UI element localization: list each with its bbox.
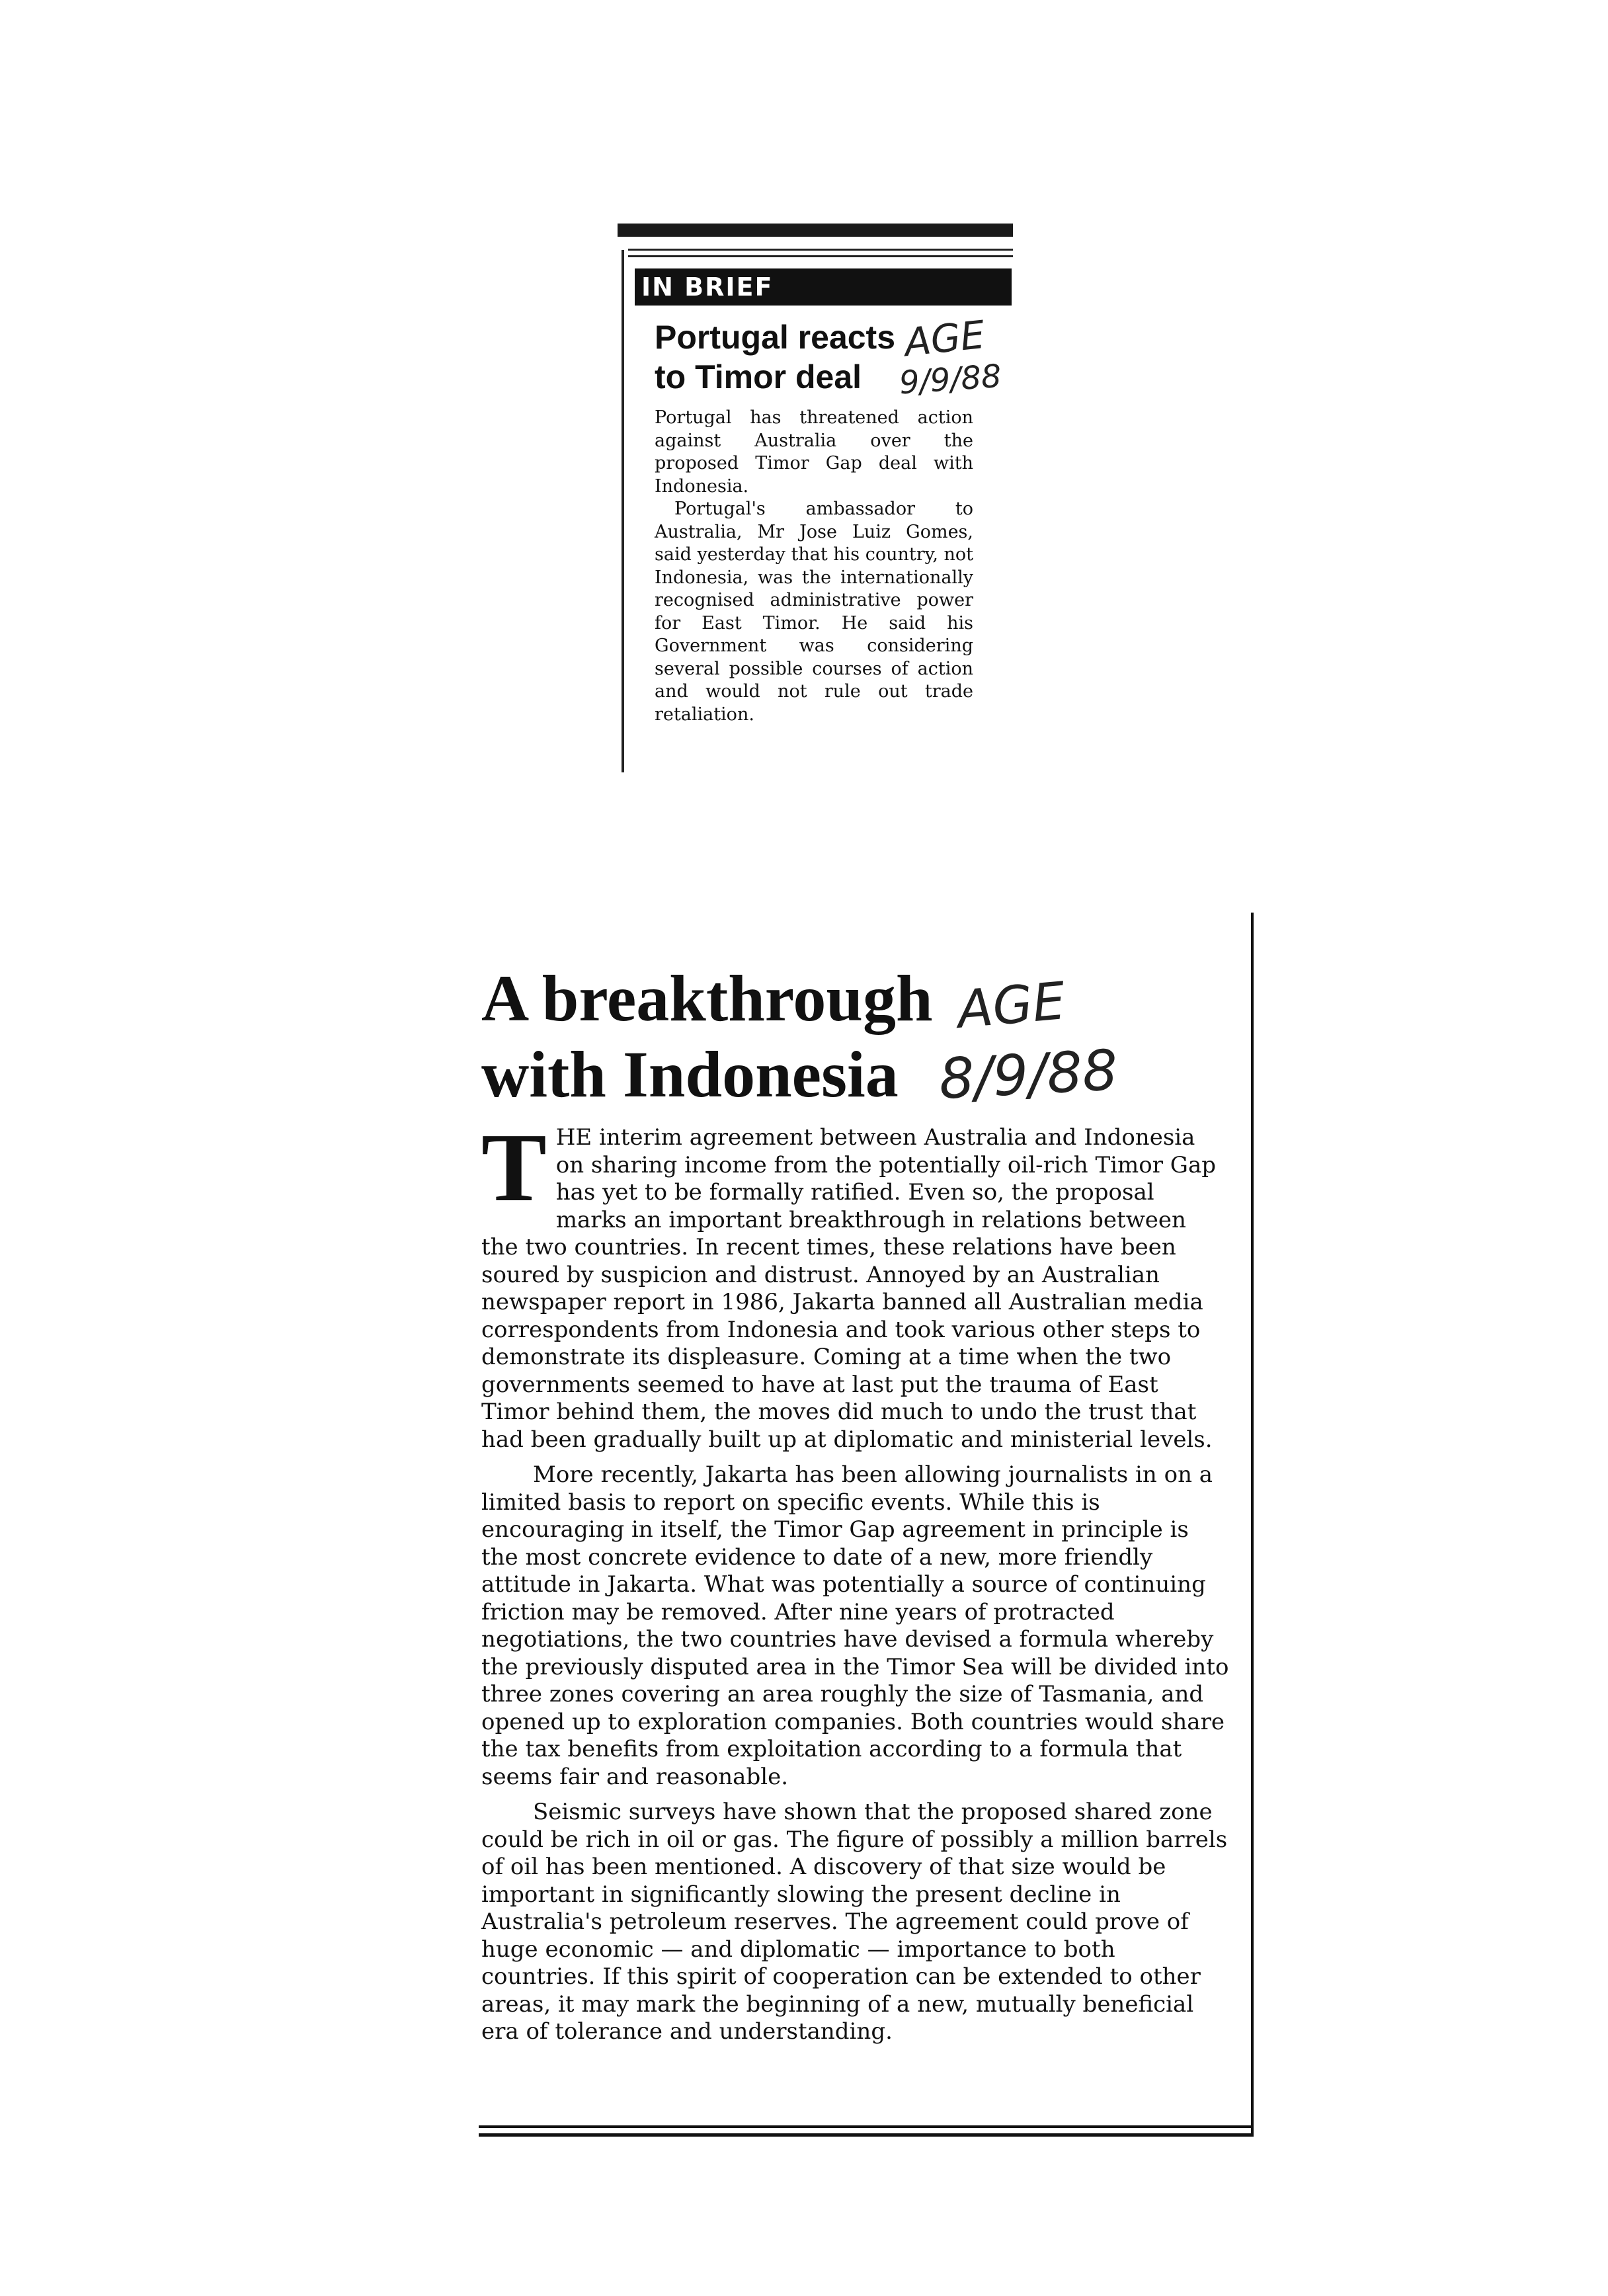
- editorial-paragraph: [481, 1114, 1230, 1454]
- editorial-paragraph: Seismic surveys have shown that the proposed shared zone could be rich in oil or gas. The figure of possibly a million barrels of oil has been mentioned. A discovery of that size would be important in significantly slowing the present decline in Australia's petroleum reserves. The agreement could prove of huge economic — and diplomatic — importance to both countries. If this spirit of cooperation can be extended to other areas, it may mark the beginning of a new, mutually beneficial era of tolerance and understanding.: [481, 1799, 1228, 2045]
- editorial-body: [481, 1114, 1230, 2046]
- in-brief-banner: IN BRIEF: [635, 268, 1012, 306]
- handwritten-date-note: 8/9/88: [937, 1037, 1119, 1112]
- bottom-rule: [479, 2125, 1254, 2128]
- brief-headline-line2: to Timor deal: [655, 358, 862, 395]
- handwritten-source-note: AGE: [955, 971, 1068, 1040]
- brief-paragraph: Portugal has threatened action against Australia over the proposed Timor Gap deal with Indonesia.: [655, 407, 973, 497]
- in-brief-clipping: [615, 218, 1018, 774]
- drop-cap: T: [481, 1114, 547, 1222]
- thin-rule: [628, 249, 1013, 251]
- thin-rule: [628, 255, 1013, 257]
- brief-paragraph: Portugal's ambassador to Australia, Mr Jose Luiz Gomes, said yesterday that his country, not Indonesia, was the internationally recognised administrative power for East Timor. He said his Government was considering several possible courses of action and would not rule out trade retaliation.: [655, 499, 973, 725]
- editorial-clipping: [463, 913, 1269, 2281]
- editorial-headline: [481, 960, 933, 1112]
- column-rule-right: [1251, 913, 1254, 2136]
- brief-headline-line1: Portugal reacts: [655, 319, 896, 356]
- bottom-rule: [479, 2133, 1254, 2137]
- column-rule-left: [622, 250, 624, 772]
- editorial-paragraph-text: HE interim agreement between Australia and Indonesia on sharing income from the potentially oil-rich Timor Gap has yet to be formally ratified. Even so, the proposal marks an important breakthrough in relations between the two countries. In recent times, these relations have been soured by suspicion and distrust. Annoyed by an Australian newspaper report in 1986, Jakarta banned all Australian media correspondents from Indonesia and took various other steps to demonstrate its displeasure. Coming at a time when the two governments seemed to have at last put the trauma of East Timor behind them, the moves did much to undo the trust that had been gradually built up at diplomatic and ministerial levels.: [481, 1124, 1216, 1453]
- brief-headline: [655, 317, 895, 397]
- editorial-headline-line1: A breakthrough: [481, 962, 933, 1035]
- editorial-paragraph: More recently, Jakarta has been allowing journalists in on a limited basis to report on specific events. While this is encouraging in itself, the Timor Gap agreement in principle is the most concrete evidence to date of a new, more friendly attitude in Jakarta. What was potentially a source of continuing friction may be removed. After nine years of protracted negotiations, the two countries have devised a formula whereby the previously disputed area in the Timor Sea will be divided into three zones covering an area roughly the size of Tasmania, and opened up to exploration companies. Both countries would share the tax benefits from exploitation according to a formula that seems fair and reasonable.: [481, 1461, 1229, 1790]
- handwritten-source-note: AGE: [902, 311, 987, 366]
- editorial-headline-line2: with Indonesia: [481, 1038, 899, 1111]
- handwritten-date-note: 9/9/88: [898, 357, 1003, 402]
- top-rule: [618, 224, 1013, 237]
- brief-body: [655, 407, 973, 726]
